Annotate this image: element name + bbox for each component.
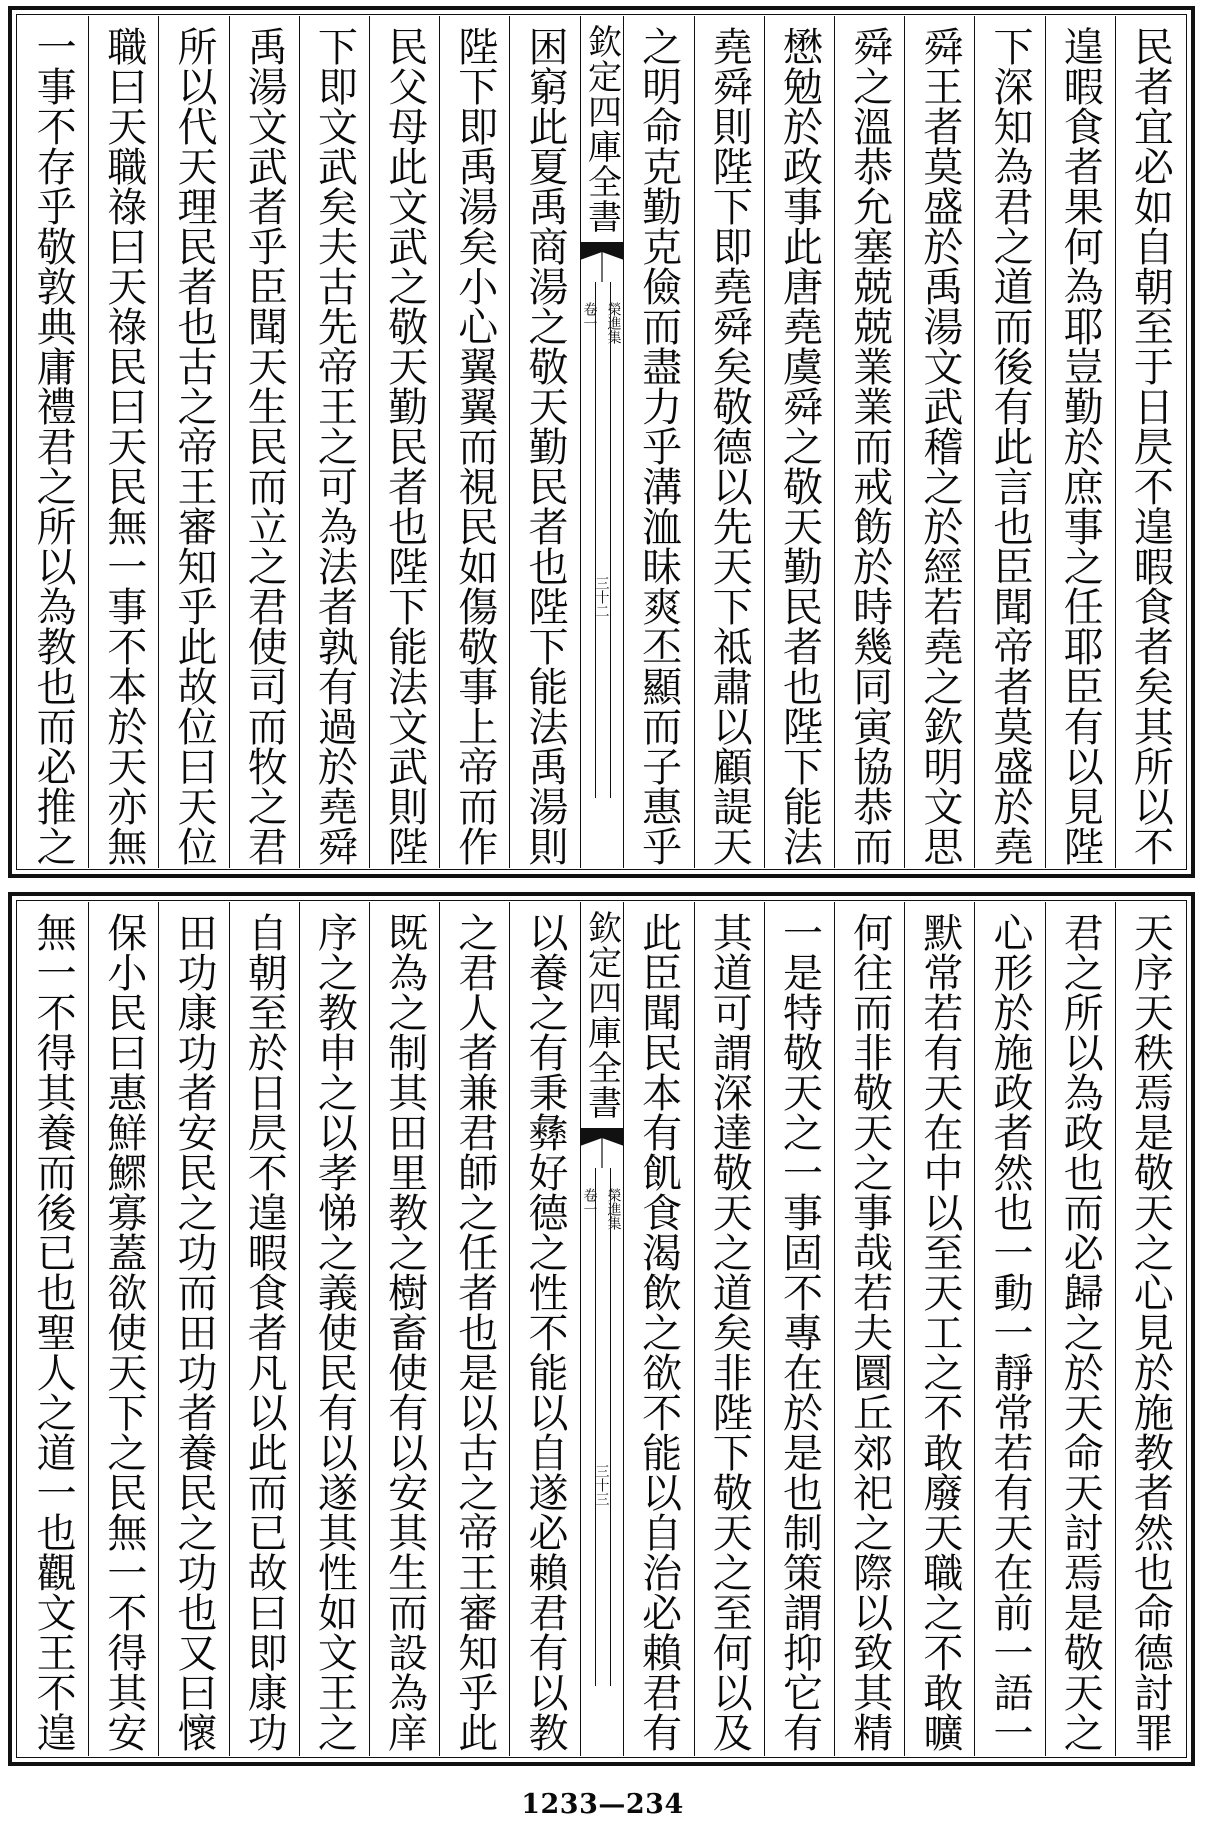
top-page-body (18, 16, 1185, 868)
center-fold (580, 16, 624, 868)
center-spine (581, 282, 623, 868)
text-column (369, 16, 439, 868)
column-text: 舜之溫恭允塞兢兢業業而戒飭於時幾同寅協恭而 (846, 26, 893, 866)
text-column (18, 16, 88, 868)
center-title: 欽定四庫全書 (581, 910, 622, 1120)
text-column (509, 16, 579, 868)
column-text: 之明命克勤克儉而盡力乎溝洫昧爽丕顯而子惠乎 (635, 26, 682, 866)
text-column (624, 902, 694, 1756)
column-text: 既為之制其田里教之樹畜使有以安其生而設為庠 (381, 912, 428, 1752)
text-column (18, 902, 88, 1756)
column-text: 天序天秩焉是敬天之心見於施教者然也命德討罪 (1127, 912, 1174, 1752)
center-title: 欽定四庫全書 (581, 24, 622, 234)
center-fold (580, 902, 624, 1756)
column-text: 心形於施政者然也一動一靜常若有天在前一語一 (987, 912, 1034, 1752)
page-reference: 1233—234 (521, 1789, 684, 1820)
column-text: 無一不得其養而後已也聖人之道一也觀文王不遑 (30, 912, 77, 1752)
column-text: 何往而非敬天之事哉若夫圜丘郊祀之際以致其精 (846, 912, 893, 1752)
column-text: 自朝至於日昃不遑暇食者凡以此而已故曰即康功 (241, 912, 288, 1752)
text-column (229, 16, 299, 868)
center-spine (581, 1168, 623, 1756)
column-text: 遑暇食者果何為耶豈勤於庶事之任耶臣有以見陛 (1057, 26, 1104, 866)
text-column (158, 16, 228, 868)
text-column (439, 16, 509, 868)
column-text: 民者宜必如自朝至于日昃不遑暇食者矣其所以不 (1127, 26, 1174, 866)
text-column (624, 16, 694, 868)
text-column (88, 902, 158, 1756)
column-text: 禹湯文武者乎臣聞天生民而立之君使司而牧之君 (241, 26, 288, 866)
text-column (509, 902, 579, 1756)
column-text: 陛下即禹湯矣小心翼翼而視民如傷敬事上帝而作 (451, 26, 498, 866)
text-column (694, 16, 764, 868)
column-text: 下深知為君之道而後有此言也臣聞帝者莫盛於堯 (987, 26, 1034, 866)
column-text: 所以代天理民者也古之帝王審知乎此故位曰天位 (171, 26, 217, 866)
bottom-page-body (18, 902, 1185, 1756)
column-text: 民父母此文武之敬天勤民者也陛下能法文武則陛 (381, 26, 428, 866)
fish-tail-ornament-icon (580, 1128, 624, 1168)
text-column (974, 902, 1044, 1756)
text-column (764, 902, 834, 1756)
column-text: 一事不存乎敬敦典庸禮君之所以為教也而必推之 (30, 26, 77, 866)
column-text: 之君人者兼君師之任者也是以古之帝王審知乎此 (451, 912, 498, 1752)
text-column (1045, 902, 1115, 1756)
column-text: 職曰天職祿曰天祿民曰天民無一事不本於天亦無 (100, 26, 147, 866)
book-title: 榮進集 (605, 1188, 622, 1230)
text-column (694, 902, 764, 1756)
fish-tail-ornament-icon (580, 242, 624, 282)
column-text: 困窮此夏禹商湯之敬天勤民者也陛下能法禹湯則 (521, 26, 568, 866)
text-column (834, 16, 904, 868)
column-text: 保小民曰惠鮮鰥寡蓋欲使天下之民無一不得其安 (100, 912, 147, 1752)
bottom-page-frame (8, 892, 1195, 1766)
book-title: 榮進集 (605, 302, 622, 344)
text-column (158, 902, 228, 1756)
column-text: 默常若有天在中以至天工之不敢廢天職之不敢曠 (916, 912, 963, 1752)
volume-label: 卷一 (581, 1188, 598, 1216)
text-column (299, 16, 369, 868)
top-page-frame (8, 6, 1195, 878)
column-text: 懋勉於政事此唐堯虞舜之敬天勤民者也陛下能法 (776, 26, 823, 866)
text-column (834, 902, 904, 1756)
column-text: 一是特敬天之一事固不專在於是也制策謂抑它有 (776, 912, 823, 1752)
column-text: 田功康功者安民之功而田功者養民之功也又曰懷 (171, 912, 217, 1752)
column-text: 以養之有秉彝好德之性不能以自遂必賴君有以教 (521, 912, 568, 1752)
column-text: 其道可謂深達敬天之道矣非陛下敬天之至何以及 (706, 912, 753, 1752)
text-column (904, 16, 974, 868)
text-column (369, 902, 439, 1756)
volume-label: 卷一 (581, 302, 598, 330)
column-text: 下即文武矣夫古先帝王之可為法者孰有過於堯舜 (311, 26, 358, 866)
column-text: 君之所以為政也而必歸之於天命天討焉是敬天之 (1057, 912, 1104, 1752)
text-column (904, 902, 974, 1756)
text-column (764, 16, 834, 868)
column-text: 此臣聞民本有飢食渴飲之欲不能以自治必賴君有 (635, 912, 682, 1752)
text-column (974, 16, 1044, 868)
folio-number: 三十二 (593, 576, 610, 618)
column-text: 堯舜則陛下即堯舜矣敬德以先天下祗肅以顧諟天 (706, 26, 753, 866)
column-text: 舜王者莫盛於禹湯文武稽之於經若堯之欽明文思 (916, 26, 963, 866)
column-text: 序之教申之以孝悌之義使民有以遂其性如文王之 (311, 912, 358, 1752)
text-column (88, 16, 158, 868)
text-column (1045, 16, 1115, 868)
text-column (1115, 16, 1185, 868)
folio-number: 三十三 (593, 1464, 610, 1506)
text-column (229, 902, 299, 1756)
text-column (299, 902, 369, 1756)
text-column (1115, 902, 1185, 1756)
text-column (439, 902, 509, 1756)
